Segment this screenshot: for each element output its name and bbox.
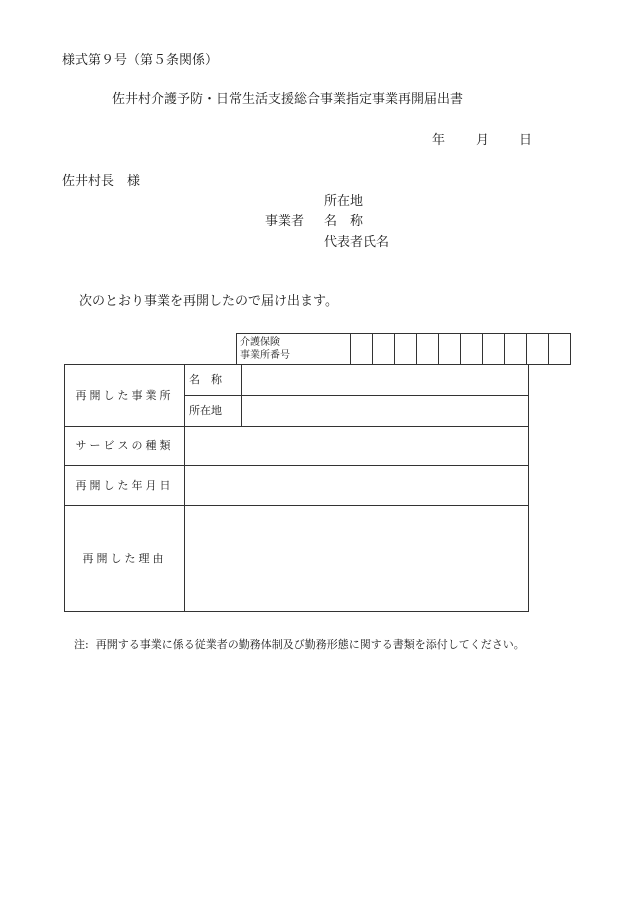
office-address-label: 所在地 xyxy=(185,396,242,427)
resumption-date-label: 再開した年月日 xyxy=(65,466,185,506)
office-name-label: 名 称 xyxy=(185,365,242,396)
insurance-digit-box[interactable] xyxy=(417,334,439,365)
resumption-reason-field[interactable] xyxy=(185,506,529,612)
resumption-date-field[interactable] xyxy=(185,466,529,506)
insurance-digit-box[interactable] xyxy=(527,334,549,365)
resumption-details-table xyxy=(64,364,529,612)
office-name-field[interactable] xyxy=(242,365,529,396)
insurance-label-line2: 事業所番号 xyxy=(240,350,290,361)
office-label: 再開した事業所 xyxy=(65,365,185,427)
insurance-digit-box[interactable] xyxy=(439,334,461,365)
note-text: 再開する事業に係る従業者の勤務体制及び勤務形態に関する書類を添付してください。 xyxy=(95,638,525,651)
insurance-digit-box[interactable] xyxy=(549,334,571,365)
insurance-digit-box[interactable] xyxy=(461,334,483,365)
insurance-number-table xyxy=(236,333,571,365)
date-month-label: 月 xyxy=(476,133,490,148)
date-day-label: 日 xyxy=(519,133,533,148)
date-year-label: 年 xyxy=(432,133,446,148)
representative-name-label: 代表者氏名 xyxy=(324,235,390,250)
form-number: 様式第９号（第５条関係） xyxy=(62,53,219,68)
insurance-digit-box[interactable] xyxy=(395,334,417,365)
note-prefix: 注: xyxy=(74,638,89,651)
insurance-digit-box[interactable] xyxy=(483,334,505,365)
service-type-field[interactable] xyxy=(185,427,529,466)
office-address-field[interactable] xyxy=(242,396,529,427)
resumption-reason-label: 再開した理由 xyxy=(65,506,185,612)
insurance-digit-box[interactable] xyxy=(351,334,373,365)
insurance-number-label xyxy=(237,334,351,365)
document-title: 佐井村介護予防・日常生活支援総合事業指定事業再開届出書 xyxy=(112,92,464,107)
insurance-digit-box[interactable] xyxy=(505,334,527,365)
insurance-label-line1: 介護保険 xyxy=(240,337,280,348)
applicant-address-label: 所在地 xyxy=(324,194,364,209)
service-type-label: サービスの種類 xyxy=(65,427,185,466)
insurance-digit-box[interactable] xyxy=(373,334,395,365)
applicant-name-label: 名 称 xyxy=(324,214,364,229)
business-operator-label: 事業者 xyxy=(265,214,305,229)
note xyxy=(74,634,544,656)
addressee: 佐井村長 様 xyxy=(62,174,141,189)
statement-text: 次のとおり事業を再開したので届け出ます。 xyxy=(79,294,338,309)
